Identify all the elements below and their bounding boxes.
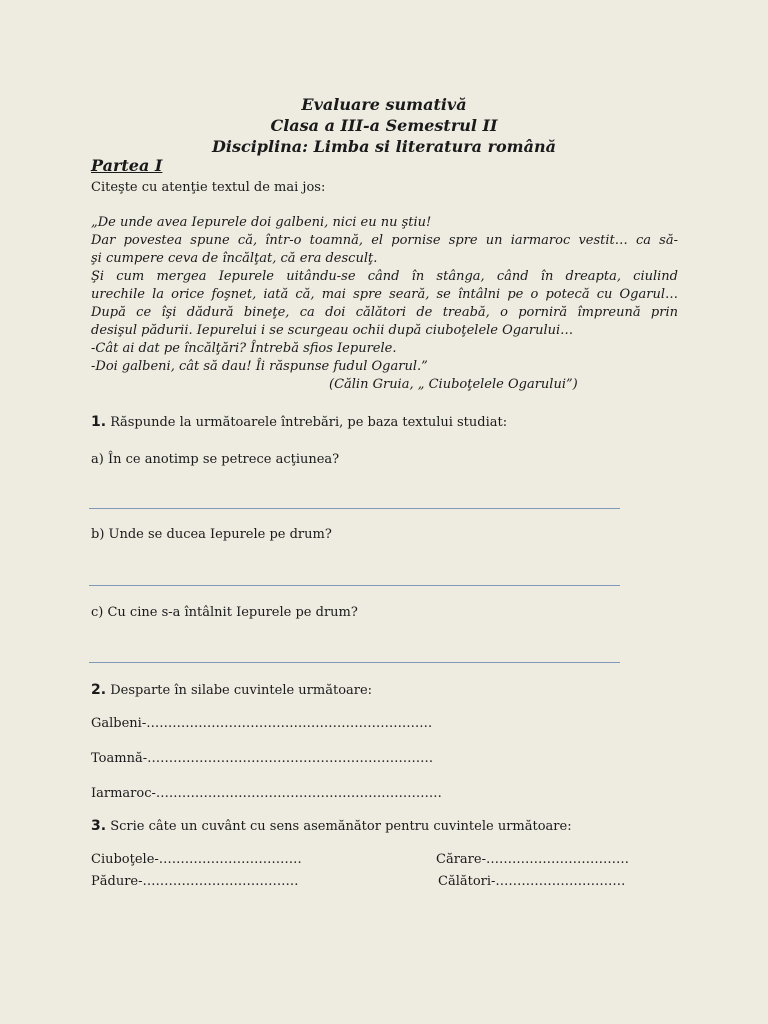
syllable-toamna[interactable]: Toamnă-………………………………………………………… (91, 751, 434, 766)
question-1a: a) În ce anotimp se petrece acţiunea? (91, 452, 340, 467)
syllable-galbeni[interactable]: Galbeni-………………………………………………………… (91, 716, 433, 731)
story-line: Dar povestea spune că, într-o toamnă, el pornise spre un iarmaroc vestit… ca să- (91, 233, 678, 248)
question-1b: b) Unde se ducea Iepurele pe drum? (91, 527, 332, 542)
question-1 (91, 414, 507, 431)
story-line: -Cât ai dat pe încălţări? Întrebă sfios Iepurele. (91, 341, 397, 356)
synonym-calatori[interactable]: Călători-………………………… (438, 874, 626, 889)
story-line: Şi cum mergea Iepurele uitându-se când în stânga, când în dreapta, ciulind (91, 269, 678, 284)
synonym-padure[interactable]: Pădure-……………………………… (91, 874, 299, 889)
answer-line-1b[interactable] (89, 585, 620, 586)
title-line-3: Disciplina: Limba si literatura română (212, 137, 556, 156)
question-2-number: 2. (91, 682, 107, 698)
synonym-ciubotele[interactable]: Ciuboţele-…………………………… (91, 852, 302, 867)
part-heading: Partea I (91, 156, 163, 175)
question-3 (91, 818, 572, 835)
question-2 (91, 682, 372, 699)
story-line: -Doi galbeni, cât să dau! Îi răspunse fudul Ogarul.” (91, 359, 428, 374)
answer-line-1c[interactable] (89, 662, 620, 663)
story-source: (Călin Gruia, „ Ciuboţelele Ogarului”) (329, 377, 578, 392)
question-3-number: 3. (91, 818, 107, 834)
title-line-2: Clasa a III-a Semestrul II (270, 116, 498, 135)
question-1c: c) Cu cine s-a întâlnit Iepurele pe drum? (91, 605, 358, 620)
syllable-iarmaroc[interactable]: Iarmaroc-………………………………………………………… (91, 786, 442, 801)
question-1-text: Răspunde la următoarele întrebări, pe baza textului studiat: (110, 415, 508, 430)
question-2-text: Desparte în silabe cuvintele următoare: (110, 683, 373, 698)
story-line: După ce îşi dădură bineţe, ca doi călători de treabă, o porniră împreună prin (91, 305, 678, 320)
reading-instruction: Citeşte cu atenţie textul de mai jos: (91, 180, 326, 195)
title-line-1: Evaluare sumativă (301, 95, 467, 114)
story-line: „De unde avea Iepurele doi galbeni, nici eu nu ştiu! (91, 215, 432, 230)
question-1-number: 1. (91, 414, 107, 430)
story-line: şi cumpere ceva de încălţat, că era desculţ. (91, 251, 378, 266)
synonym-carare[interactable]: Cărare-…………………………… (436, 852, 629, 867)
story-line: urechile la orice foşnet, iată că, mai spre seară, se întâlni pe o potecă cu Ogarul… (91, 287, 678, 302)
story-line: desişul pădurii. Iepurelui i se scurgeau ochii după ciuboţelele Ogarului… (91, 323, 574, 338)
answer-line-1a[interactable] (89, 508, 620, 509)
question-3-text: Scrie câte un cuvânt cu sens asemănător pentru cuvintele următoare: (110, 819, 572, 834)
